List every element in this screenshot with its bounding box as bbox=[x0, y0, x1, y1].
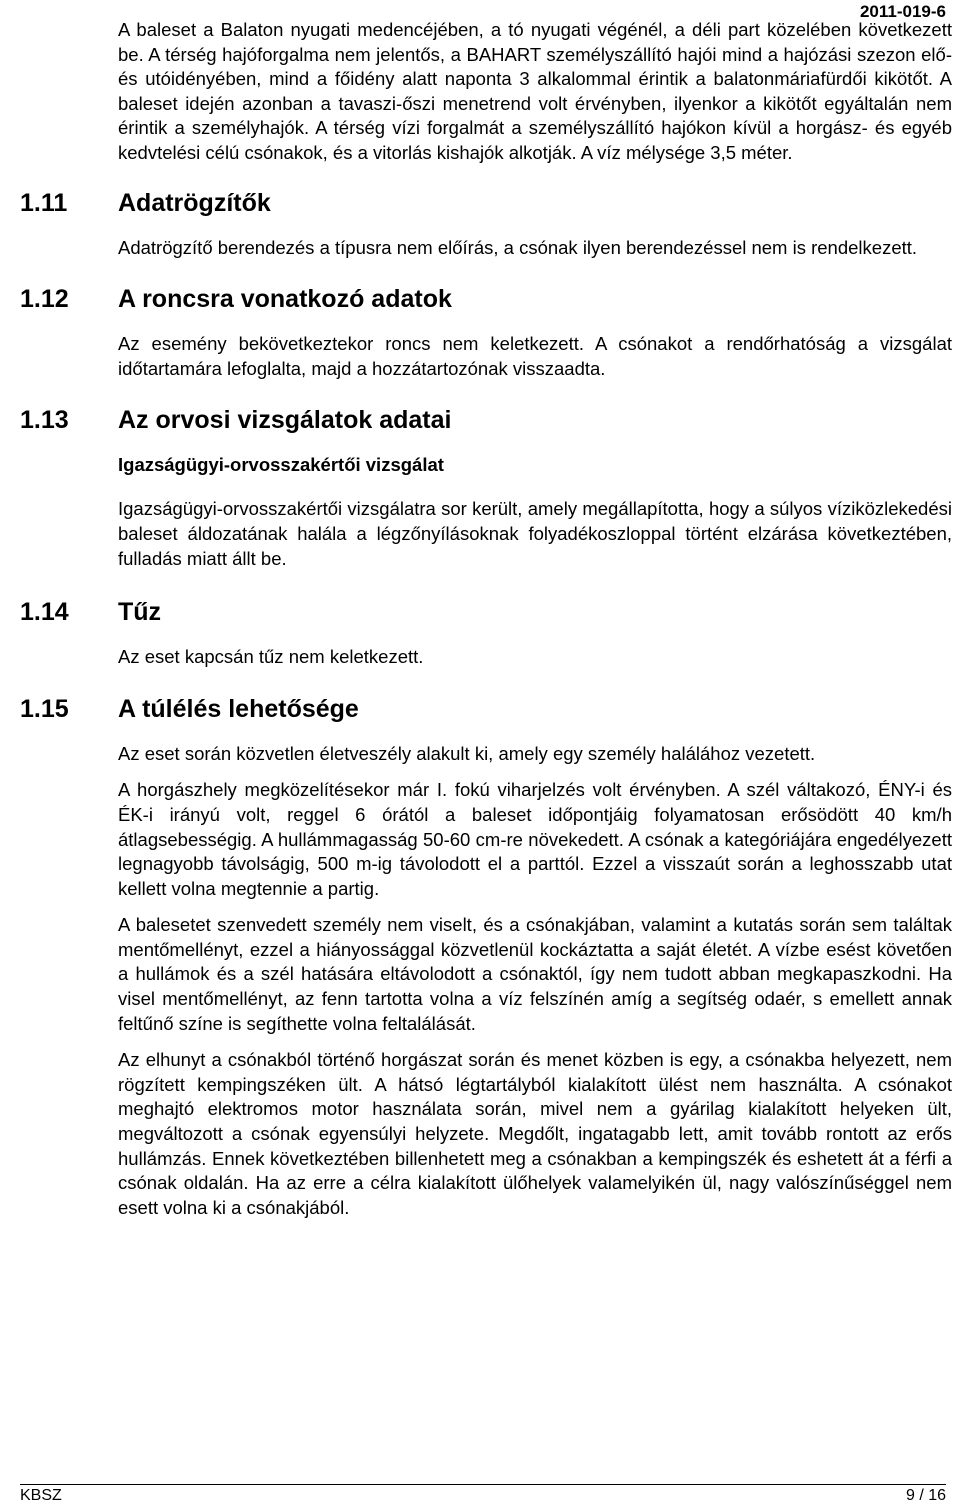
section-number: 1.13 bbox=[20, 406, 69, 435]
page-footer bbox=[20, 1484, 946, 1506]
section-heading-1-12 bbox=[20, 284, 960, 314]
section-title: A túlélés lehetősége bbox=[118, 694, 359, 723]
section-heading-1-11 bbox=[20, 188, 960, 218]
section-title: Adatrögzítők bbox=[118, 188, 271, 217]
section-paragraph: Adatrögzítő berendezés a típusra nem előírás, a csónak ilyen berendezéssel nem is rendelkezett. bbox=[118, 236, 918, 258]
section-paragraph: Igazságügyi-orvosszakértői vizsgálatra sor került, amely megállapította, hogy a súlyos víziközlekedési baleset áldozatának halála a légzőnyílásoknak folyadékoszloppal történt elzárása következtében, fulladás miatt állt be. bbox=[118, 498, 952, 569]
section-number: 1.11 bbox=[20, 188, 68, 217]
intro-paragraph: A baleset a Balaton nyugati medencéjében, a tó nyugati végénél, a déli part közelében következett be. A térség hajóforgalma nem jelentős, a BAHART személyszállító hajói mind a hajózási szezon elő- és utóidényében, mind a főidény alatt naponta 3 alkalommal érintik a balatonmáriafürdői kikötőt. A baleset idején azonban a tavaszi-őszi menetrend volt érvényben, ilyenkor a kikötőt egyáltalán nem érintik a személyhajók. A térség vízi forgalmát a személyszállító hajókon kívül a horgász- és egyéb kedvtelési célú csónakok, és a vitorlás kishajók alkotják. A víz mélysége 3,5 méter. bbox=[118, 19, 952, 163]
section-paragraph: A balesetet szenvedett személy nem viselt, és a csónakjában, valamint a kutatás során sem találtak mentőmellényt, ezzel a hiányossággal közvetlenül kockáztatta a saját életét. A vízbe esést követően a hullámok és a szél hatására eltávolodott a csónaktól, így nem tudott abban megkapaszkodni. Ha visel mentőmellényt, az fenn tartotta volna a víz felszínén amíg a segítség odaér, s emellett annak feltűnő színe is segíthette volna feltalálását. bbox=[118, 914, 952, 1034]
section-heading-1-15 bbox=[20, 694, 960, 724]
section-paragraph: A horgászhely megközelítésekor már I. fokú viharjelzés volt érvényben. A szél váltakozó, ÉNY-i és ÉK-i irányú volt, reggel 6 órától a baleset időpontjáig folyamatosan erősödött 40 km/h átlagsebességig. A hullámmagasság 50-60 cm-re növekedett. A csónak a kategóriájára engedélyezett legnagyobb távolságig, 500 m-ig távolodott el a parttól. Ezzel a visszaút során a leghosszabb utat kellett volna megtennie a partig. bbox=[118, 779, 952, 899]
section-paragraph: Az esemény bekövetkeztekor roncs nem keletkezett. A csónakot a rendőrhatóság a vizsgálat időtartamára lefoglalta, majd a hozzátartozónak visszaadta. bbox=[118, 333, 952, 379]
document-id: 2011-019-6 bbox=[859, 2, 946, 21]
section-heading-1-14 bbox=[20, 597, 960, 627]
section-heading-1-13 bbox=[20, 405, 960, 435]
section-paragraph: Az elhunyt a csónakból történő horgászat során és menet közben is egy, a csónakba helyezett, nem rögzített kempingszéken ült. A hátsó légtartályból kialakított ülést nem használta. A csónakot meghajtó elektromos motor használata során, mivel nem a gyárilag kialakított helyeken ült, megváltozott a csónak egyensúlyi helyzete. Megdőlt, ingatagabb lett, amit tovább rontott az erős hullámzás. Ennek következtében billenhetett meg a csónakban a kempingszék és eshetett át a férfi a csónak oldalán. Ha az erre a célra kialakított ülőhelyek valamelyikén ül, nagy valószínűséggel nem esett volna ki a csónakjából. bbox=[118, 1049, 952, 1218]
section-number: 1.12 bbox=[20, 285, 69, 314]
section-subheading: Igazságügyi-orvosszakértői vizsgálat bbox=[118, 454, 444, 476]
section-paragraph: Az eset során közvetlen életveszély alakult ki, amely egy személy halálához vezetett. bbox=[118, 742, 816, 764]
section-title: A roncsra vonatkozó adatok bbox=[118, 285, 452, 314]
section-title: Tűz bbox=[118, 598, 162, 627]
page-content bbox=[0, 18, 960, 1220]
section-paragraph: Az eset kapcsán tűz nem keletkezett. bbox=[118, 646, 424, 668]
section-number: 1.14 bbox=[20, 598, 69, 627]
page-number: 9 / 16 bbox=[905, 1487, 946, 1504]
section-number: 1.15 bbox=[20, 694, 69, 723]
section-title: Az orvosi vizsgálatok adatai bbox=[118, 406, 452, 435]
footer-org: KBSZ bbox=[20, 1487, 62, 1504]
